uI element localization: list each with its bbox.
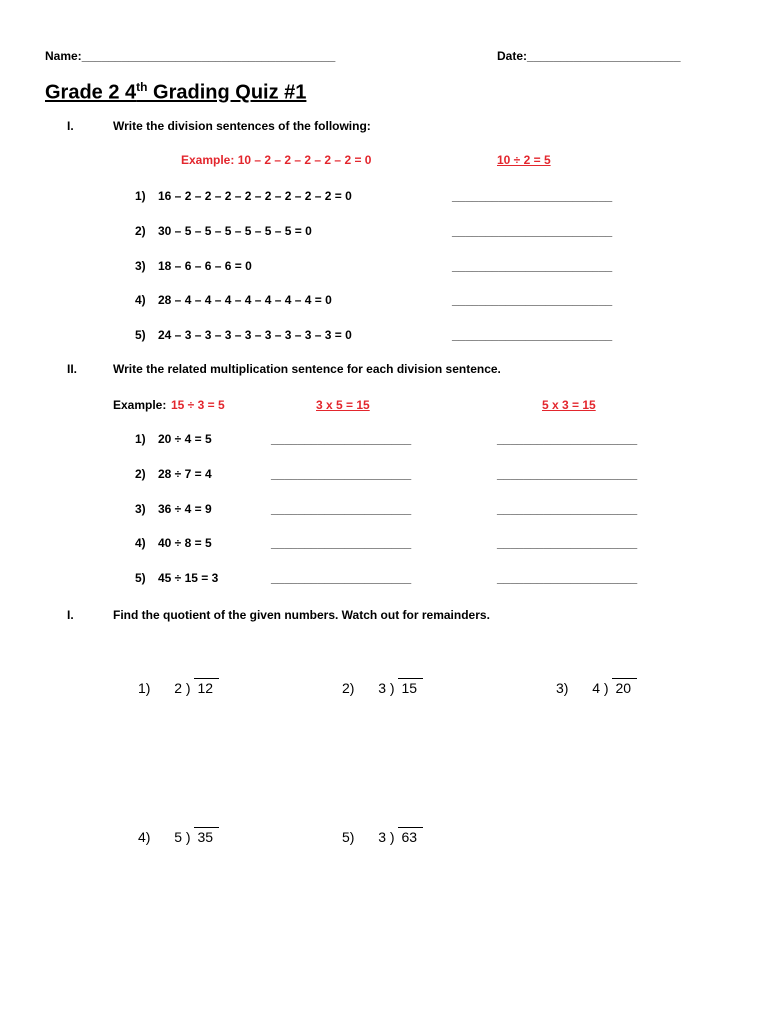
section2-item-number: 3) bbox=[135, 502, 146, 516]
section2-answer-blank-2[interactable]: _____________________ bbox=[497, 432, 638, 446]
division-bracket: ) bbox=[389, 829, 399, 845]
division-bracket: ) bbox=[185, 829, 195, 845]
section2-answer-blank-2[interactable]: _____________________ bbox=[497, 502, 638, 516]
section1-item-number: 2) bbox=[135, 224, 146, 238]
section2-answer-blank-2[interactable]: _____________________ bbox=[497, 571, 638, 585]
section2-answer-blank-1[interactable]: _____________________ bbox=[271, 467, 412, 481]
section1-answer-blank[interactable]: ________________________ bbox=[452, 189, 613, 203]
section2-number: II. bbox=[67, 362, 78, 376]
divisor: 5 bbox=[174, 829, 183, 845]
date-label: Date: bbox=[497, 49, 528, 63]
divisor: 3 bbox=[378, 680, 387, 696]
section1-item-number: 1) bbox=[135, 189, 146, 203]
section1-heading: Write the division sentences of the following: bbox=[113, 119, 371, 133]
section1-item-subtraction: 18 – 6 – 6 – 6 = 0 bbox=[158, 259, 252, 273]
dividend: 63 bbox=[398, 827, 423, 845]
section2-example-mult1: 3 x 5 = 15 bbox=[316, 398, 370, 412]
long-division-problem bbox=[138, 678, 219, 696]
section2-answer-blank-1[interactable]: _____________________ bbox=[271, 432, 412, 446]
section3-heading: Find the quotient of the given numbers. Watch out for remainders. bbox=[113, 608, 490, 622]
long-division-problem bbox=[342, 678, 423, 696]
section3-item-number: 5) bbox=[342, 829, 355, 845]
section2-item-number: 1) bbox=[135, 432, 146, 446]
division-bracket: ) bbox=[185, 680, 195, 696]
long-division-problem bbox=[556, 678, 637, 696]
section1-item-number: 3) bbox=[135, 259, 146, 273]
section3-number: I. bbox=[67, 608, 74, 622]
section2-item-division: 40 ÷ 8 = 5 bbox=[158, 536, 212, 550]
page-title: Grade 2 4th Grading Quiz #1 bbox=[45, 80, 307, 104]
divisor: 2 bbox=[174, 680, 183, 696]
section2-example-division: 15 ÷ 3 = 5 bbox=[171, 398, 225, 412]
section1-item-subtraction: 16 – 2 – 2 – 2 – 2 – 2 – 2 – 2 – 2 = 0 bbox=[158, 189, 352, 203]
section1-answer-blank[interactable]: ________________________ bbox=[452, 328, 613, 342]
section2-item-division: 20 ÷ 4 = 5 bbox=[158, 432, 212, 446]
section2-answer-blank-2[interactable]: _____________________ bbox=[497, 467, 638, 481]
section1-answer-blank[interactable]: ________________________ bbox=[452, 259, 613, 273]
section1-item-number: 4) bbox=[135, 293, 146, 307]
section2-answer-blank-2[interactable]: _____________________ bbox=[497, 536, 638, 550]
division-bracket: ) bbox=[389, 680, 399, 696]
dividend: 35 bbox=[194, 827, 219, 845]
dividend: 15 bbox=[398, 678, 423, 696]
section2-answer-blank-1[interactable]: _____________________ bbox=[271, 502, 412, 516]
section1-example-division: 10 ÷ 2 = 5 bbox=[497, 153, 551, 167]
divisor: 3 bbox=[378, 829, 387, 845]
section3-item-number: 3) bbox=[556, 680, 569, 696]
divisor: 4 bbox=[592, 680, 601, 696]
name-blank: ______________________________________ bbox=[81, 49, 336, 63]
section1-example-subtraction: Example: 10 – 2 – 2 – 2 – 2 – 2 = 0 bbox=[181, 153, 372, 167]
section2-item-division: 45 ÷ 15 = 3 bbox=[158, 571, 219, 585]
section2-item-division: 28 ÷ 7 = 4 bbox=[158, 467, 212, 481]
section1-answer-blank[interactable]: ________________________ bbox=[452, 224, 613, 238]
section1-number: I. bbox=[67, 119, 74, 133]
section1-item-number: 5) bbox=[135, 328, 146, 342]
section2-item-number: 5) bbox=[135, 571, 146, 585]
date-field[interactable] bbox=[497, 49, 681, 63]
section3-item-number: 1) bbox=[138, 680, 151, 696]
section2-example-label: Example: bbox=[113, 398, 167, 412]
dividend: 20 bbox=[612, 678, 637, 696]
section1-item-subtraction: 24 – 3 – 3 – 3 – 3 – 3 – 3 – 3 – 3 = 0 bbox=[158, 328, 352, 342]
section2-item-number: 4) bbox=[135, 536, 146, 550]
long-division-problem bbox=[342, 827, 423, 845]
date-blank: _______________________ bbox=[527, 49, 681, 63]
section2-item-number: 2) bbox=[135, 467, 146, 481]
section2-example-mult2: 5 x 3 = 15 bbox=[542, 398, 596, 412]
division-bracket: ) bbox=[603, 680, 613, 696]
name-label: Name: bbox=[45, 49, 82, 63]
name-field[interactable] bbox=[45, 49, 335, 63]
dividend: 12 bbox=[194, 678, 219, 696]
section2-item-division: 36 ÷ 4 = 9 bbox=[158, 502, 212, 516]
section1-answer-blank[interactable]: ________________________ bbox=[452, 293, 613, 307]
section1-item-subtraction: 28 – 4 – 4 – 4 – 4 – 4 – 4 – 4 = 0 bbox=[158, 293, 332, 307]
section2-heading: Write the related multiplication sentence for each division sentence. bbox=[113, 362, 501, 376]
section3-item-number: 2) bbox=[342, 680, 355, 696]
section1-item-subtraction: 30 – 5 – 5 – 5 – 5 – 5 – 5 = 0 bbox=[158, 224, 312, 238]
section2-answer-blank-1[interactable]: _____________________ bbox=[271, 571, 412, 585]
long-division-problem bbox=[138, 827, 219, 845]
section3-item-number: 4) bbox=[138, 829, 151, 845]
section2-answer-blank-1[interactable]: _____________________ bbox=[271, 536, 412, 550]
